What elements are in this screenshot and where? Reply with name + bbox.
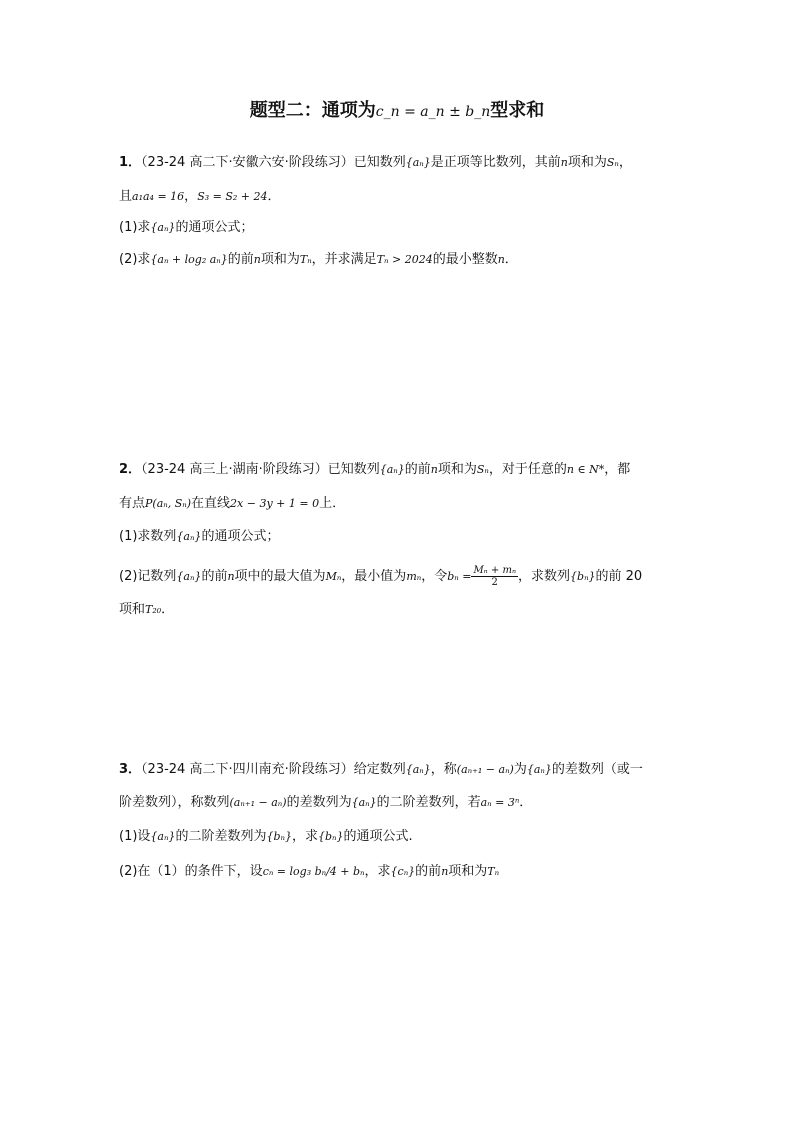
title-suffix: 型求和 — [490, 100, 545, 121]
text: (2)在（1）的条件下，设 — [119, 864, 263, 879]
text: 的最小整数 — [432, 252, 498, 267]
math: {aₙ} — [351, 796, 377, 809]
math: {bₙ} — [266, 830, 292, 843]
math: {aₙ} — [526, 763, 552, 776]
text: (1)求 — [119, 220, 151, 235]
problem-number: 1． — [119, 155, 142, 170]
problem-2-part-2-cont — [119, 602, 174, 618]
text: 的前 20 — [595, 569, 643, 584]
math: {bₙ} — [317, 830, 344, 843]
math: {aₙ} — [150, 221, 176, 234]
text: ，对于任意的 — [488, 462, 567, 477]
text: 的前 — [227, 252, 254, 267]
math: n — [497, 253, 505, 266]
problem-2-part-2 — [119, 565, 642, 588]
text: 项和 — [119, 602, 146, 617]
problem-number: 2． — [119, 462, 142, 477]
text: (1)求数列 — [119, 529, 177, 544]
text: ，令 — [421, 569, 448, 584]
math: P(aₙ, Sₙ) — [145, 497, 192, 510]
text: ，求 — [291, 829, 318, 844]
text: 的差数列为 — [286, 795, 352, 810]
math: {bₙ} — [570, 570, 596, 583]
text: 项中的最大值为 — [234, 569, 326, 584]
text: ，称 — [430, 762, 457, 777]
fraction-denominator: 2 — [491, 577, 498, 588]
math: (aₙ₊₁ − aₙ) — [456, 763, 514, 776]
math: bₙ = — [447, 570, 472, 583]
text: 已知数列 — [353, 155, 406, 170]
math: n — [430, 463, 438, 476]
title-prefix: 题型二：通项为 — [249, 100, 376, 121]
math: Mₙ — [325, 570, 342, 583]
text: ，并求满足 — [311, 252, 377, 267]
text: 的通项公式； — [201, 529, 280, 544]
math: Tₙ > 2024 — [376, 253, 433, 266]
text: (1)设 — [119, 829, 151, 844]
text: ，求 — [364, 864, 391, 879]
text: 且 — [119, 189, 133, 204]
problem-2-line-1 — [119, 462, 630, 478]
math: n — [253, 253, 261, 266]
math: {aₙ + log₂ aₙ} — [150, 253, 228, 266]
text: ． — [267, 189, 281, 204]
math: S₃ = S₂ + 24 — [197, 190, 268, 203]
problem-2-part-1 — [119, 529, 279, 545]
problem-1-part-1 — [119, 220, 253, 236]
math: Sₙ — [476, 463, 489, 476]
math: Tₙ — [299, 253, 312, 266]
math: n — [560, 156, 568, 169]
problem-source: （23-24 高二下·四川南充·阶段练习） — [141, 762, 354, 777]
text: 的通项公式. — [343, 829, 413, 844]
problem-number: 3． — [119, 762, 142, 777]
math: {aₙ} — [176, 570, 202, 583]
text: ，求数列 — [518, 569, 571, 584]
problem-3-line-1 — [119, 762, 643, 778]
title-formula: c_n = a_n ± b_n — [375, 104, 491, 120]
math: 2x − 3y + 1 = 0 — [230, 497, 320, 510]
text: 的前 — [201, 569, 228, 584]
text: (2)求 — [119, 252, 151, 267]
math: Sₙ — [606, 156, 619, 169]
text: ， — [618, 155, 632, 170]
problem-3-part-1 — [119, 829, 413, 845]
math: aₙ = 3ⁿ — [480, 796, 520, 809]
page-title — [0, 96, 794, 122]
text: 的前 — [404, 462, 431, 477]
text: 项和为 — [437, 462, 477, 477]
text: ． — [161, 602, 175, 617]
text: ，最小值为 — [341, 569, 407, 584]
math: cₙ = log₃ bₙ/4 + bₙ — [262, 865, 365, 878]
text: 在直线 — [191, 496, 231, 511]
text: ． — [519, 795, 533, 810]
math: (aₙ₊₁ − aₙ) — [229, 796, 287, 809]
fraction-numerator: Mₙ + mₙ — [473, 565, 517, 576]
text: ， — [184, 189, 198, 204]
text: 项和为 — [448, 864, 488, 879]
text: 项和为 — [567, 155, 607, 170]
math: {aₙ} — [405, 156, 431, 169]
math: n ∈ N* — [566, 463, 605, 476]
math: {aₙ} — [379, 463, 405, 476]
text: 项和为 — [260, 252, 300, 267]
text: 的通项公式； — [175, 220, 254, 235]
math: {aₙ} — [150, 830, 176, 843]
problem-3-part-2 — [119, 864, 499, 880]
problem-1-line-1 — [119, 155, 632, 171]
text: 给定数列 — [353, 762, 406, 777]
problem-1-line-2 — [119, 189, 281, 205]
fraction — [471, 565, 518, 588]
math: n — [227, 570, 235, 583]
text: 的二阶差数列为 — [175, 829, 267, 844]
math: n — [441, 865, 449, 878]
problem-source: （23-24 高二下·安徽六安·阶段练习） — [141, 155, 354, 170]
text: 的差数列（或一 — [551, 762, 643, 777]
text: 的二阶差数列，若 — [376, 795, 481, 810]
problem-1-part-2 — [119, 252, 518, 268]
text: ． — [504, 252, 518, 267]
problem-3-line-2 — [119, 795, 532, 811]
text: 有点 — [119, 496, 146, 511]
text: 上． — [319, 496, 346, 511]
text: ，都 — [604, 462, 631, 477]
math: {cₙ} — [390, 865, 416, 878]
text: 为 — [513, 762, 527, 777]
problem-source: （23-24 高三上·湖南·阶段练习） — [141, 462, 328, 477]
text: 阶差数列），称数列 — [119, 795, 230, 810]
math: T₂₀ — [145, 603, 162, 616]
text: 已知数列 — [327, 462, 380, 477]
math: {aₙ} — [405, 763, 431, 776]
text: (2)记数列 — [119, 569, 177, 584]
math: mₙ — [406, 570, 422, 583]
math: Tₙ — [487, 865, 500, 878]
math: {aₙ} — [176, 530, 202, 543]
problem-2-line-2 — [119, 496, 345, 512]
math: a₁a₄ = 16 — [132, 190, 185, 203]
text: 的前 — [415, 864, 442, 879]
text: 是正项等比数列，其前 — [430, 155, 561, 170]
